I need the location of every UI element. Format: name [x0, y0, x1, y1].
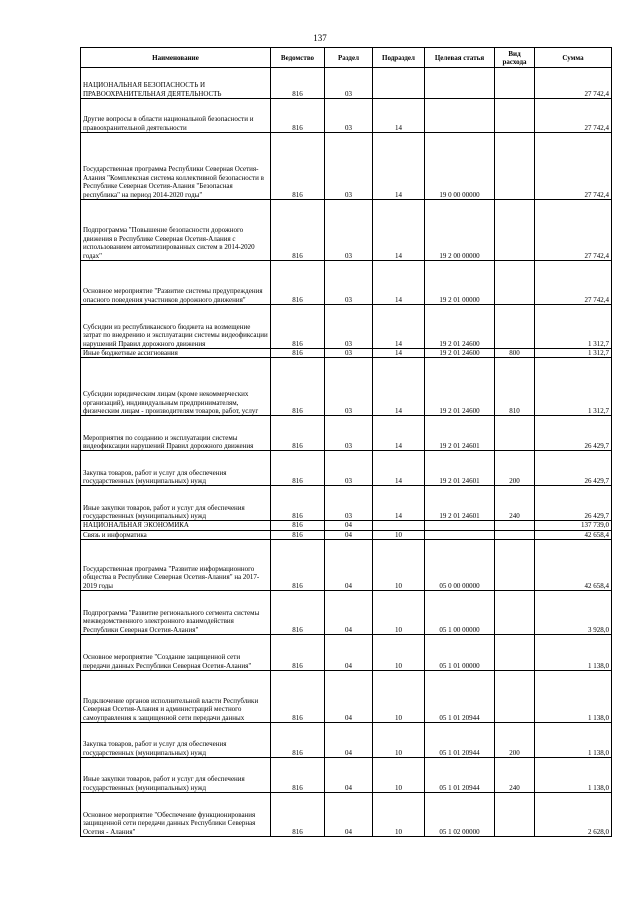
row-department-cell: 816: [271, 133, 325, 200]
row-section-cell: 03: [325, 451, 373, 486]
row-department-cell: 816: [271, 68, 325, 99]
row-amount-cell: 26 429,7: [535, 486, 612, 521]
row-department-cell: 816: [271, 261, 325, 305]
row-department-cell: 816: [271, 200, 325, 261]
column-header-expense-type: Вид расхода: [495, 48, 535, 68]
row-name-cell: Основное мероприятие "Обеспечение функционирования защищенной сети передачи данных Республики Северная Осетия - Алания": [81, 793, 271, 837]
row-subsection-cell: 14: [373, 261, 425, 305]
row-name-cell: Закупка товаров, работ и услуг для обеспечения государственных (муниципальных) нужд: [81, 451, 271, 486]
row-target-article-cell: [425, 530, 495, 539]
row-target-article-cell: [425, 68, 495, 99]
row-amount-cell: 1 138,0: [535, 758, 612, 793]
row-target-article-cell: 05 1 01 20944: [425, 758, 495, 793]
row-department-cell: 816: [271, 349, 325, 358]
row-subsection-cell: 10: [373, 591, 425, 635]
row-target-article-cell: 05 0 00 00000: [425, 540, 495, 591]
row-subsection-cell: 14: [373, 133, 425, 200]
row-amount-cell: 27 742,4: [535, 133, 612, 200]
row-subsection-cell: 10: [373, 540, 425, 591]
row-expense-type-cell: [495, 305, 535, 349]
row-section-cell: 03: [325, 486, 373, 521]
row-amount-cell: 2 628,0: [535, 793, 612, 837]
row-name-cell: Связь и информатика: [81, 530, 271, 539]
row-target-article-cell: 05 1 01 00000: [425, 635, 495, 671]
row-section-cell: 04: [325, 793, 373, 837]
row-department-cell: 816: [271, 758, 325, 793]
row-section-cell: 03: [325, 358, 373, 416]
page-number: 137: [313, 33, 327, 43]
row-name-cell: Иные бюджетные ассигнования: [81, 349, 271, 358]
row-expense-type-cell: [495, 68, 535, 99]
row-amount-cell: 3 928,0: [535, 591, 612, 635]
row-name-cell: Основное мероприятие "Развитие системы предупреждения опасного поведения участников дорожного движения": [81, 261, 271, 305]
row-amount-cell: 27 742,4: [535, 99, 612, 133]
column-header-subsection: Подраздел: [373, 48, 425, 68]
row-section-cell: 03: [325, 261, 373, 305]
row-expense-type-cell: [495, 530, 535, 539]
table-row: [81, 261, 612, 305]
row-amount-cell: 1 312,7: [535, 305, 612, 349]
table-row: [81, 305, 612, 349]
row-expense-type-cell: 800: [495, 349, 535, 358]
row-section-cell: 04: [325, 635, 373, 671]
row-expense-type-cell: [495, 200, 535, 261]
row-expense-type-cell: [495, 591, 535, 635]
row-subsection-cell: 14: [373, 200, 425, 261]
row-expense-type-cell: 810: [495, 358, 535, 416]
row-target-article-cell: 05 1 02 00000: [425, 793, 495, 837]
table-row: [81, 530, 612, 539]
row-name-cell: Закупка товаров, работ и услуг для обеспечения государственных (муниципальных) нужд: [81, 723, 271, 758]
row-amount-cell: 26 429,7: [535, 451, 612, 486]
row-amount-cell: 1 312,7: [535, 358, 612, 416]
table-header-row: [81, 48, 612, 68]
table-row: [81, 521, 612, 530]
row-expense-type-cell: [495, 261, 535, 305]
row-amount-cell: 27 742,4: [535, 200, 612, 261]
row-department-cell: 816: [271, 486, 325, 521]
row-subsection-cell: 10: [373, 723, 425, 758]
row-section-cell: 04: [325, 758, 373, 793]
row-name-cell: Подпрограмма "Развитие регионального сегмента системы межведомственного электронного взаимодействия Республики Северная Осетия-Алания": [81, 591, 271, 635]
row-subsection-cell: 14: [373, 416, 425, 451]
row-target-article-cell: 19 0 00 00000: [425, 133, 495, 200]
row-name-cell: Подпрограмма "Повышение безопасности дорожного движения в Республике Северная Осетия-Алания с использованием автоматизированных систем в 2014-2020 годах": [81, 200, 271, 261]
column-header-amount: Сумма: [535, 48, 612, 68]
table-row: [81, 358, 612, 416]
table-row: [81, 133, 612, 200]
row-amount-cell: 1 138,0: [535, 671, 612, 723]
row-name-cell: НАЦИОНАЛЬНАЯ БЕЗОПАСНОСТЬ И ПРАВООХРАНИТЕЛЬНАЯ ДЕЯТЕЛЬНОСТЬ: [81, 68, 271, 99]
row-name-cell: Другие вопросы в области национальной безопасности и правоохранительной деятельности: [81, 99, 271, 133]
row-department-cell: 816: [271, 530, 325, 539]
row-name-cell: Государственная программа "Развитие информационного общества в Республике Северная Осетия-Алания" на 2017-2019 годы: [81, 540, 271, 591]
row-section-cell: 04: [325, 671, 373, 723]
row-subsection-cell: 14: [373, 358, 425, 416]
row-expense-type-cell: [495, 793, 535, 837]
row-expense-type-cell: [495, 416, 535, 451]
row-department-cell: 816: [271, 416, 325, 451]
table-row: [81, 723, 612, 758]
row-department-cell: 816: [271, 99, 325, 133]
row-expense-type-cell: [495, 671, 535, 723]
row-amount-cell: 27 742,4: [535, 68, 612, 99]
row-expense-type-cell: 240: [495, 486, 535, 521]
budget-table: [80, 47, 612, 837]
row-department-cell: 816: [271, 635, 325, 671]
row-target-article-cell: 05 1 00 00000: [425, 591, 495, 635]
row-department-cell: 816: [271, 305, 325, 349]
row-department-cell: 816: [271, 358, 325, 416]
row-subsection-cell: 10: [373, 530, 425, 539]
row-target-article-cell: 19 2 01 24601: [425, 451, 495, 486]
row-amount-cell: 26 429,7: [535, 416, 612, 451]
row-amount-cell: 42 658,4: [535, 530, 612, 539]
row-subsection-cell: 10: [373, 758, 425, 793]
row-amount-cell: 27 742,4: [535, 261, 612, 305]
table-row: [81, 540, 612, 591]
row-department-cell: 816: [271, 451, 325, 486]
row-name-cell: Субсидии юридическим лицам (кроме некоммерческих организаций), индивидуальным предпринимателям, физическим лицам - производителям товаров, работ, услуг: [81, 358, 271, 416]
row-department-cell: 816: [271, 540, 325, 591]
row-name-cell: Субсидии из республиканского бюджета на возмещение затрат по внедрению и эксплуатации системы видеофиксации нарушений Правил дорожного движения: [81, 305, 271, 349]
row-amount-cell: 1 138,0: [535, 635, 612, 671]
table-row: [81, 99, 612, 133]
table-row: [81, 68, 612, 99]
row-subsection-cell: 14: [373, 99, 425, 133]
table-row: [81, 635, 612, 671]
row-subsection-cell: [373, 68, 425, 99]
row-subsection-cell: 10: [373, 635, 425, 671]
row-subsection-cell: 14: [373, 451, 425, 486]
row-department-cell: 816: [271, 521, 325, 530]
row-target-article-cell: [425, 99, 495, 133]
row-name-cell: Государственная программа Республики Северная Осетия-Алания "Комплексная система коллективной безопасности в Республике Северная Осетия-Алания "Безопасная республика" на период 2014-2020 годы": [81, 133, 271, 200]
row-section-cell: 04: [325, 723, 373, 758]
column-header-name: Наименование: [81, 48, 271, 68]
row-section-cell: 04: [325, 521, 373, 530]
row-name-cell: Подключение органов исполнительной власти Республики Северная Осетия-Алания и администраций местного самоуправления к защищенной сети передачи данных: [81, 671, 271, 723]
row-expense-type-cell: [495, 540, 535, 591]
row-subsection-cell: 10: [373, 793, 425, 837]
table-row: [81, 671, 612, 723]
row-department-cell: 816: [271, 723, 325, 758]
row-department-cell: 816: [271, 671, 325, 723]
row-section-cell: 03: [325, 349, 373, 358]
row-section-cell: 03: [325, 416, 373, 451]
table-row: [81, 486, 612, 521]
row-expense-type-cell: [495, 133, 535, 200]
table-row: [81, 758, 612, 793]
row-target-article-cell: 19 2 01 00000: [425, 261, 495, 305]
row-subsection-cell: 14: [373, 305, 425, 349]
table-row: [81, 451, 612, 486]
column-header-department: Ведомство: [271, 48, 325, 68]
column-header-target-article: Целевая статья: [425, 48, 495, 68]
row-section-cell: 03: [325, 200, 373, 261]
row-subsection-cell: 10: [373, 671, 425, 723]
row-target-article-cell: 05 1 01 20944: [425, 723, 495, 758]
row-target-article-cell: 19 2 00 00000: [425, 200, 495, 261]
row-subsection-cell: 14: [373, 349, 425, 358]
row-expense-type-cell: [495, 635, 535, 671]
row-expense-type-cell: 200: [495, 451, 535, 486]
row-expense-type-cell: 200: [495, 723, 535, 758]
row-subsection-cell: 14: [373, 486, 425, 521]
table-row: [81, 793, 612, 837]
row-target-article-cell: 19 2 01 24601: [425, 486, 495, 521]
row-expense-type-cell: [495, 99, 535, 133]
row-section-cell: 03: [325, 133, 373, 200]
row-section-cell: 03: [325, 305, 373, 349]
row-subsection-cell: [373, 521, 425, 530]
row-amount-cell: 137 739,0: [535, 521, 612, 530]
row-section-cell: 04: [325, 530, 373, 539]
row-target-article-cell: 05 1 01 20944: [425, 671, 495, 723]
row-target-article-cell: 19 2 01 24600: [425, 305, 495, 349]
row-section-cell: 04: [325, 591, 373, 635]
row-target-article-cell: 19 2 01 24600: [425, 349, 495, 358]
row-name-cell: Мероприятия по созданию и эксплуатации системы видеофиксации нарушений Правил дорожного движения: [81, 416, 271, 451]
row-section-cell: 03: [325, 99, 373, 133]
table-row: [81, 200, 612, 261]
row-amount-cell: 1 312,7: [535, 349, 612, 358]
row-name-cell: НАЦИОНАЛЬНАЯ ЭКОНОМИКА: [81, 521, 271, 530]
row-amount-cell: 1 138,0: [535, 723, 612, 758]
row-expense-type-cell: [495, 521, 535, 530]
table-row: [81, 591, 612, 635]
row-target-article-cell: 19 2 01 24600: [425, 358, 495, 416]
row-section-cell: 04: [325, 540, 373, 591]
table-row: [81, 416, 612, 451]
row-amount-cell: 42 658,4: [535, 540, 612, 591]
row-department-cell: 816: [271, 793, 325, 837]
column-header-section: Раздел: [325, 48, 373, 68]
row-section-cell: 03: [325, 68, 373, 99]
row-name-cell: Иные закупки товаров, работ и услуг для обеспечения государственных (муниципальных) нужд: [81, 758, 271, 793]
row-department-cell: 816: [271, 591, 325, 635]
row-target-article-cell: 19 2 01 24601: [425, 416, 495, 451]
table-row: [81, 349, 612, 358]
row-name-cell: Иные закупки товаров, работ и услуг для обеспечения государственных (муниципальных) нужд: [81, 486, 271, 521]
row-name-cell: Основное мероприятие "Создание защищенной сети передачи данных Республики Северная Осетия-Алания": [81, 635, 271, 671]
row-target-article-cell: [425, 521, 495, 530]
row-expense-type-cell: 240: [495, 758, 535, 793]
